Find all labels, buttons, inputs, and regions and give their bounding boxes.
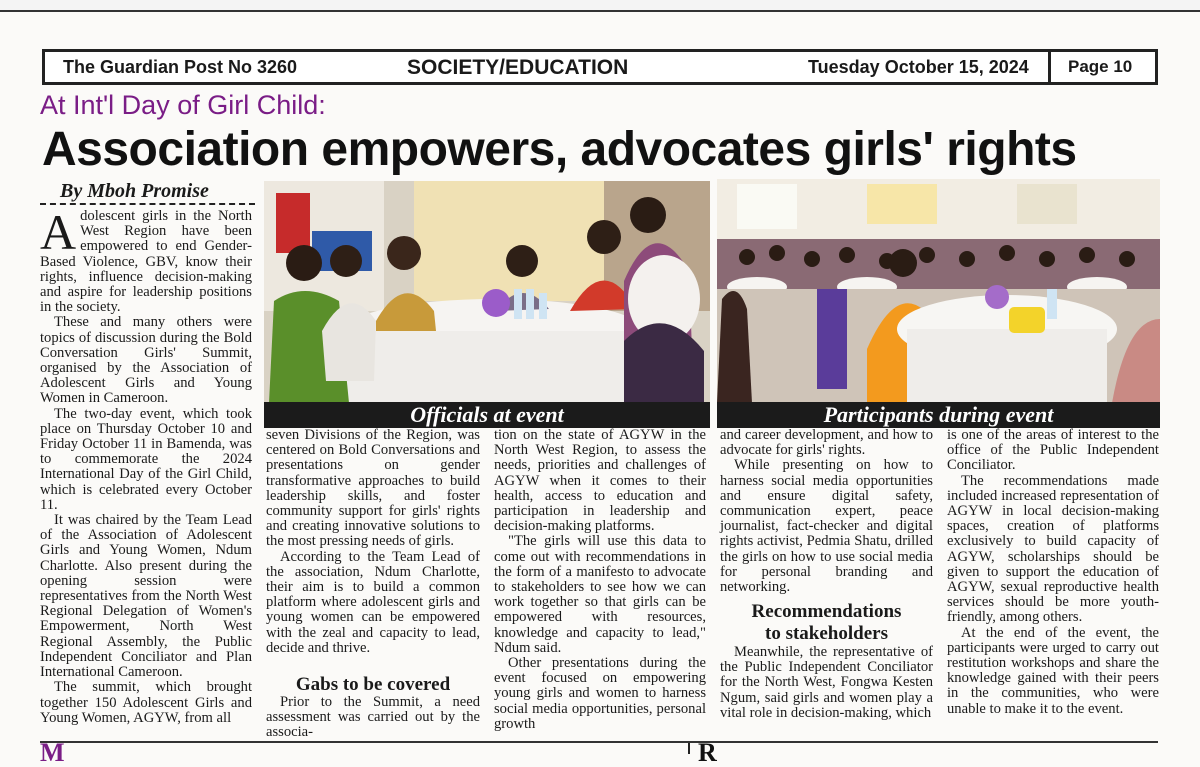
paragraph: tion on the state of AGYW in the North West Region, to assess the needs, priorities and challenges of AGYW when it comes to their health, access to education and participation in leadership and decision-making platforms. (494, 427, 706, 535)
photo-participants (717, 179, 1160, 403)
subhead-recommendations (720, 601, 933, 645)
lead-paragraph: Adolescent girls in the North West Region have been empowered to end Gender-Based Violence, GBV, know their rights, influence decision-making and aspire for leadership positions in the society. (40, 204, 252, 316)
paragraph: Other presentations during the event focused on empowering young girls and women to harness social media opportunities, personal growth (494, 655, 706, 732)
paragraph: The summit, which brought together 150 Adolescent Girls and Young Women, AGYW, from all (40, 679, 252, 726)
subhead-gabs: Gabs to be covered (295, 674, 451, 695)
drop-cap: A (40, 204, 77, 260)
column-2 (266, 428, 480, 656)
page-number: Page 10 (1068, 57, 1133, 76)
paragraph: While presenting on how to harness social media opportunities and ensure digital safety, communication expert, peace journalist, fact-checker and digital rights activist, Pedmia Shatu, drilled the girls on how to use social media for personal branding and networking. (720, 457, 933, 596)
paragraph: "The girls will use this data to come out with recommendations in the form of a manifesto to advocate to stakeholders to see how we can work together so that girls can be empowered with resources, knowledge and capacity to lead," Ndum said. (494, 533, 706, 656)
paragraph: The two-day event, which took place on Thursday October 10 and Friday October 11 in Bamenda, was to commemorate the 2024 International Day of the Girl Child, which is celebrated every October 11. (40, 405, 252, 513)
paragraph: These and many others were topics of discussion during the Bold Conversation Girls' Summit, organised by the Association of Adolescent Girls and Young Women in Cameroon. (40, 314, 252, 407)
subhead-line: Recommendations (751, 601, 902, 622)
masthead-bar (42, 49, 1158, 85)
article-headline: Association empowers, advocates girls' rights (42, 123, 1077, 176)
paragraph: It was chaired by the Team Lead of the Association of Adolescent Girls and Young Women, Ndum Charlotte. Also present during the opening session were representatives from the North West Regional Delegation of Women's Empowerment, North West Regional Assembly, the Public Independent Conciliator and Plan International Cameroon. (40, 512, 252, 681)
byline: By Mboh Promise (60, 180, 209, 202)
paragraph: Meanwhile, the representative of the Public Independent Conciliator for the North West, Fongwa Kesten Ngum, said girls and women play a vital role in decision-making, which (720, 644, 933, 721)
paragraph: Prior to the Summit, a need assessment was carried out by the associa- (266, 694, 480, 741)
section-name: SOCIETY/EDUCATION (407, 56, 629, 79)
photo-caption-officials: Officials at event (264, 402, 710, 428)
column-4 (720, 428, 933, 595)
next-article-letter: R (698, 738, 717, 767)
paragraph: According to the Team Lead of the association, Ndum Charlotte, their aim is to build a common platform where adolescent girls and young women can be empowered with the zeal and capacity to lead, decide and thrive. (266, 548, 480, 656)
paragraph: The recommendations made included increased representation of AGYW in local decision-making spaces, creation of platforms exclusively to build capacity of AGYW, scholarships should be given to support the education of AGYW, sexual reproductive health services should be more youth-friendly, among others. (947, 472, 1159, 626)
paper-name: The Guardian Post No 3260 (63, 57, 298, 77)
photo-officials (264, 181, 710, 403)
next-article-letter: M (40, 738, 65, 767)
subhead-line: to stakeholders (765, 623, 888, 644)
paragraph: At the end of the event, the participants were urged to carry out restitution workshops and share the knowledge gained with their peers in the communities, who were unable to make it to the event. (947, 624, 1159, 717)
masthead-divider (1048, 49, 1051, 85)
article-kicker: At Int'l Day of Girl Child: (40, 90, 326, 120)
column-2-continued (266, 695, 480, 741)
bottom-column-separator (688, 743, 690, 754)
column-3 (494, 428, 706, 732)
photo-caption-participants: Participants during event (717, 402, 1160, 428)
column-5 (947, 428, 1159, 717)
column-4-continued (720, 645, 933, 721)
column-1 (40, 204, 252, 726)
paragraph: seven Divisions of the Region, was centered on Bold Conversations and presentations on gender transformative approaches to build leadership skills, and foster community support for girls' rights and creating innovative solutions to the most pressing needs of girls. (266, 427, 480, 550)
top-edge-rule (0, 0, 1200, 12)
bottom-rule (40, 741, 1158, 743)
paragraph: is one of the areas of interest to the office of the Public Independent Conciliator. (947, 427, 1159, 474)
issue-date: Tuesday October 15, 2024 (808, 57, 1029, 77)
paragraph: and career development, and how to advocate for girls' rights. (720, 427, 933, 459)
